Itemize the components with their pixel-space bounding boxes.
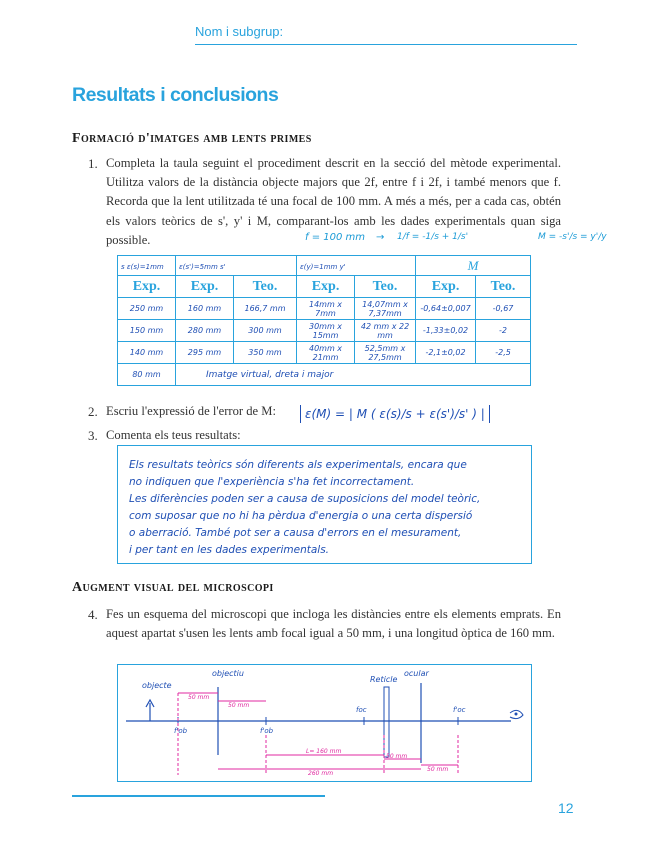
hand-error-formula: ε(M) = | M ( ε(s)/s + ε(s')/s' ) | xyxy=(300,405,490,423)
table-cell: 30mm x 15mm xyxy=(297,320,355,342)
table-cell: 40mm x 21mm xyxy=(297,342,355,364)
table-cell: 80 mm xyxy=(118,364,176,386)
table-cell: 295 mm xyxy=(176,342,234,364)
table-cell: -0,67 xyxy=(476,298,531,320)
dim-50-d: 50 mm xyxy=(427,766,449,773)
answer-line: no indiquen que l'experiència s'ha fet incorrectament. xyxy=(129,476,415,488)
table-cell: 350 mm xyxy=(234,342,297,364)
col-header: Teo. xyxy=(476,276,531,298)
label-objecte: objecte xyxy=(142,681,172,690)
name-subgroup-line xyxy=(195,44,577,45)
hand-arrow: → xyxy=(376,232,385,243)
col-header: Teo. xyxy=(234,276,297,298)
table-cell: -1,33±0,02 xyxy=(416,320,476,342)
group-label-M: M xyxy=(416,256,531,276)
question-1-text: Completa la taula seguint el procediment descrit en la secció del mètode experimental. Utilitza valors de la distància objecte majors que 2f, entre f i 2f, i també menors que f. Recorda que la lent utilitzada té una focal de 100 mm. A més a més, per a cada cas, obtén els valors teòrics de s', y' i M, comparant-los amb les dades experimentals quan siga possible. xyxy=(106,156,561,247)
eye-pupil xyxy=(515,713,518,716)
question-2-text: Escriu l'expressió de l'error de M: xyxy=(106,404,276,418)
table-cell: 14,07mm x 7,37mm xyxy=(355,298,416,320)
answer-line: Les diferències poden ser a causa de suposicions del model teòric, xyxy=(129,493,481,505)
table-cell: 300 mm xyxy=(234,320,297,342)
virtual-image-note: Imatge virtual, dreta i major xyxy=(176,364,531,386)
col-header: Exp. xyxy=(416,276,476,298)
label-reticle: Reticle xyxy=(370,675,398,684)
label-objectiu: objectiu xyxy=(212,669,244,678)
hand-focal: f = 100 mm xyxy=(305,232,366,243)
label-f-oc-prime: f'oc xyxy=(453,706,466,714)
table-row xyxy=(118,320,531,342)
table-cell: -2 xyxy=(476,320,531,342)
group-label-s: s ε(s)=1mm xyxy=(118,256,176,276)
dim-160: L= 160 mm xyxy=(306,748,342,755)
table-cell: 52,5mm x 27,5mm xyxy=(355,342,416,364)
label-f-oc: foc xyxy=(356,706,367,714)
table-cell: 42 mm x 22 mm xyxy=(355,320,416,342)
dim-50-b: 50 mm xyxy=(228,702,250,709)
col-header: Exp. xyxy=(297,276,355,298)
col-header: Exp. xyxy=(176,276,234,298)
page-number: 12 xyxy=(558,800,574,816)
question-4-number: 4. xyxy=(88,607,98,622)
dim-50-c: 50 mm xyxy=(386,753,408,760)
dim-total: 260 mm xyxy=(308,770,334,777)
table-row xyxy=(118,298,531,320)
table-cell: 250 mm xyxy=(118,298,176,320)
question-2-number: 2. xyxy=(88,404,98,419)
hand-magnification: M = -s'/s = y'/y xyxy=(538,232,607,242)
table-cell: 14mm x 7mm xyxy=(297,298,355,320)
answer-box[interactable] xyxy=(117,445,532,564)
section-title: Resultats i conclusions xyxy=(72,84,279,106)
table-cell: 166,7 mm xyxy=(234,298,297,320)
question-1-number: 1. xyxy=(88,156,98,171)
microscope-sketch xyxy=(118,665,531,781)
table-row xyxy=(118,364,531,386)
col-header: Teo. xyxy=(355,276,416,298)
question-3-text: Comenta els teus resultats: xyxy=(106,428,241,442)
table-cell: -2,5 xyxy=(476,342,531,364)
question-4-text: Fes un esquema del microscopi que incloga les distàncies entre els elements emprats. En aquest apartat s'usen les lents amb focal igual a 50 mm, i una longitud òptica de 160 mm. xyxy=(106,607,561,641)
hand-lens-equation: 1/f = -1/s + 1/s' xyxy=(397,232,469,242)
group-label-s-prime: ε(s')=5mm s' xyxy=(176,256,297,276)
col-header: Exp. xyxy=(118,276,176,298)
reticle xyxy=(384,687,389,757)
table-cell: 150 mm xyxy=(118,320,176,342)
dimension-lines xyxy=(178,693,458,775)
name-subgroup-label: Nom i subgrup: xyxy=(195,24,284,39)
table-cell: 140 mm xyxy=(118,342,176,364)
dim-50-a: 50 mm xyxy=(188,694,210,701)
table-cell: 280 mm xyxy=(176,320,234,342)
part1-title: Formació d'imatges amb lents primes xyxy=(72,131,312,146)
answer-text xyxy=(129,457,521,559)
answer-line: i per tant en les dades experimentals. xyxy=(129,544,330,556)
microscope-diagram[interactable] xyxy=(117,664,532,782)
footer-rule xyxy=(72,795,325,797)
answer-line: o aberració. També pot ser a causa d'errors en el mesurament, xyxy=(129,527,462,539)
answer-line: Els resultats teòrics són diferents als experimentals, encara que xyxy=(129,459,467,471)
table-cell: 160 mm xyxy=(176,298,234,320)
table-cell: -0,64±0,007 xyxy=(416,298,476,320)
answer-line: com suposar que no hi ha pèrdua d'energia o una certa dispersió xyxy=(129,510,473,522)
results-table xyxy=(117,255,531,386)
part2-title: Augment visual del microscopi xyxy=(72,580,274,595)
label-f-ob: f'ob xyxy=(174,727,188,735)
label-ocular: ocular xyxy=(404,669,429,678)
question-3-number: 3. xyxy=(88,428,98,443)
label-f-ob-prime: f'ob xyxy=(260,727,274,735)
table-row xyxy=(118,342,531,364)
group-label-y-prime: ε(y)=1mm y' xyxy=(297,256,416,276)
table-cell: -2,1±0,02 xyxy=(416,342,476,364)
